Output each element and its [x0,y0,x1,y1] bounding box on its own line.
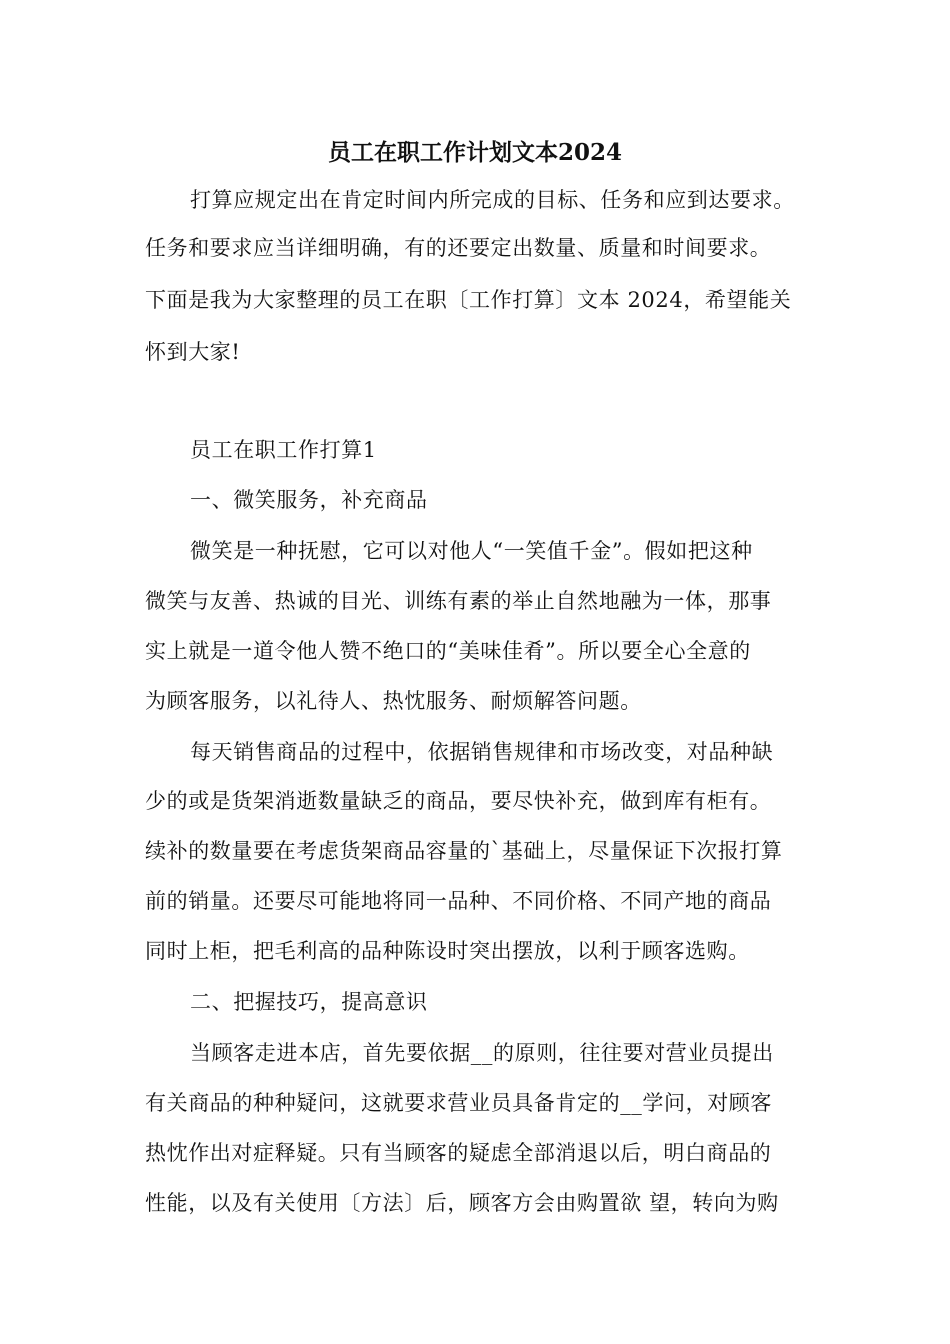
para-3-line-4: 性能，以及有关使用〔方法〕后，顾客方会由购置欲 望，转向为购 [145,1191,779,1215]
section-title: 员工在职工作打算1 [190,438,377,462]
heading-1: 一、微笑服务，补充商品 [190,488,428,512]
para-3-line-2: 有关商品的种种疑问，这就要求营业员具备肯定的__学问，对顾客 [145,1091,772,1115]
para-2-line-2: 少的或是货架消逝数量缺乏的商品，要尽快补充，做到库有柜有。 [145,789,772,813]
para-3-line-1: 当顾客走进本店，首先要依据__的原则，往往要对营业员提出 [190,1041,774,1065]
para-2-line-1: 每天销售商品的过程中，依据销售规律和市场改变，对品种缺 [190,740,774,764]
para-1-line-4: 为顾客服务，以礼待人、热忱服务、耐烦解答问题。 [145,689,642,713]
para-1-line-1: 微笑是一种抚慰，它可以对他人“一笑值千金”。假如把这种 [190,539,753,563]
para-2-line-4: 前的销量。还要尽可能地将同一品种、不同价格、不同产地的商品 [145,889,772,913]
intro-line-4: 怀到大家! [145,340,241,364]
intro-line-1: 打算应规定出在肯定时间内所完成的目标、任务和应到达要求。 [190,188,795,212]
para-2-line-5: 同时上柜，把毛利高的品种陈设时突出摆放，以利于顾客选购。 [145,939,750,963]
intro-line-3: 下面是我为大家整理的员工在职〔工作打算〕文本 2024，希望能关 [145,288,792,312]
intro-line-2: 任务和要求应当详细明确，有的还要定出数量、质量和时间要求。 [145,236,772,260]
para-1-line-2: 微笑与友善、热诚的目光、训练有素的举止自然地融为一体，那事 [145,589,772,613]
para-3-line-3: 热忱作出对症释疑。只有当顾客的疑虑全部消退以后，明白商品的 [145,1141,772,1165]
para-1-line-3: 实上就是一道令他人赞不绝口的“美味佳肴”。所以要全心全意的 [145,639,751,663]
para-2-line-3: 续补的数量要在考虑货架商品容量的`基础上，尽量保证下次报打算 [145,839,783,863]
heading-2: 二、把握技巧，提高意识 [190,990,428,1014]
document-title: 员工在职工作计划文本2024 [327,139,622,166]
